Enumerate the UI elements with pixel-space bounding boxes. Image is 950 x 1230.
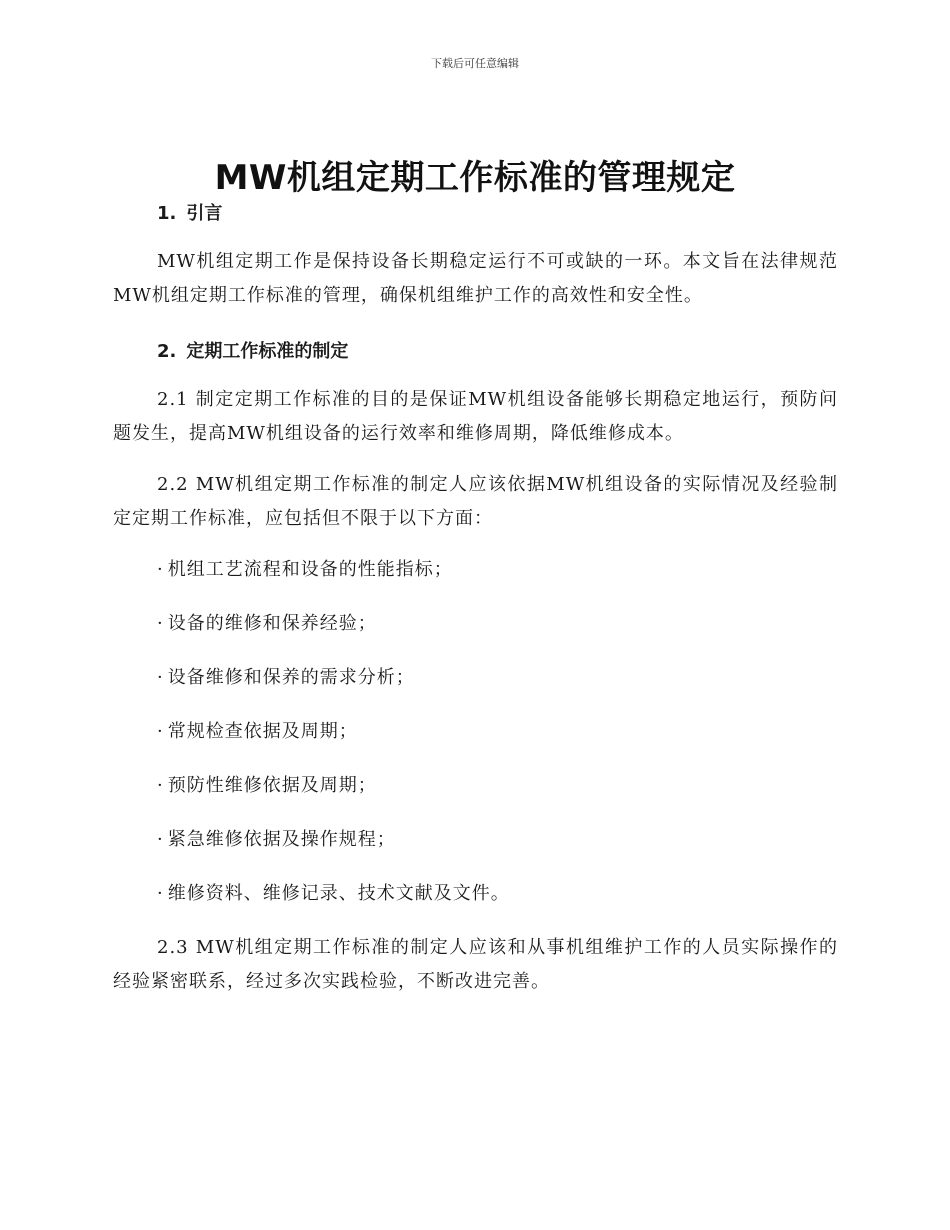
list-item-text: 设备的维修和保养经验； [167,613,377,634]
paragraph-2-3: 2.3 MW机组定期工作标准的制定人应该和从事机组维护工作的人员实际操作的经验紧密联系，经过多次实践检验，不断改进完善。 [113,937,838,992]
bullet-dot: · [157,613,164,634]
list-item-text: 设备维修和保养的需求分析； [167,667,415,688]
section-1-title: 引言 [186,203,223,224]
document-title: MW机组定期工作标准的管理规定 [214,158,736,198]
list-item-text: 维修资料、维修记录、技术文献及文件。 [167,883,510,904]
section-2-title: 定期工作标准的制定 [186,341,349,362]
bullet-dot: · [157,721,164,742]
bullet-dot: · [157,667,164,688]
section-2-heading [113,335,838,369]
list-item-text: 预防性维修依据及周期； [167,775,377,796]
list-item-text: 紧急维修依据及操作规程； [167,829,396,850]
list-item [113,823,838,857]
list-item [113,553,838,587]
list-item [113,877,838,911]
list-item-text: 常规检查依据及周期； [167,721,358,742]
bullet-dot: · [157,883,164,904]
paragraph-2-1: 2.1 制定定期工作标准的目的是保证MW机组设备能够长期稳定地运行，预防问题发生，提高MW机组设备的运行效率和维修周期，降低维修成本。 [113,389,838,444]
bullet-dot: · [157,559,164,580]
section-2-number: 2. [157,341,177,362]
section-1-heading [113,197,838,231]
intro-paragraph: MW机组定期工作是保持设备长期稳定运行不可或缺的一环。本文旨在法律规范MW机组定期工作标准的管理，确保机组维护工作的高效性和安全性。 [113,251,838,306]
section-1-number: 1. [157,203,177,224]
list-item [113,607,838,641]
bullet-dot: · [157,829,164,850]
requirements-list [113,553,838,911]
list-item [113,769,838,803]
document-body [113,197,838,999]
list-item-text: 机组工艺流程和设备的性能指标； [167,559,453,580]
list-item [113,715,838,749]
bullet-dot: · [157,775,164,796]
header-note: 下载后可任意编辑 [431,57,519,70]
paragraph-2-2: 2.2 MW机组定期工作标准的制定人应该依据MW机组设备的实际情况及经验制定定期工作标准，应包括但不限于以下方面： [113,474,838,529]
list-item [113,661,838,695]
